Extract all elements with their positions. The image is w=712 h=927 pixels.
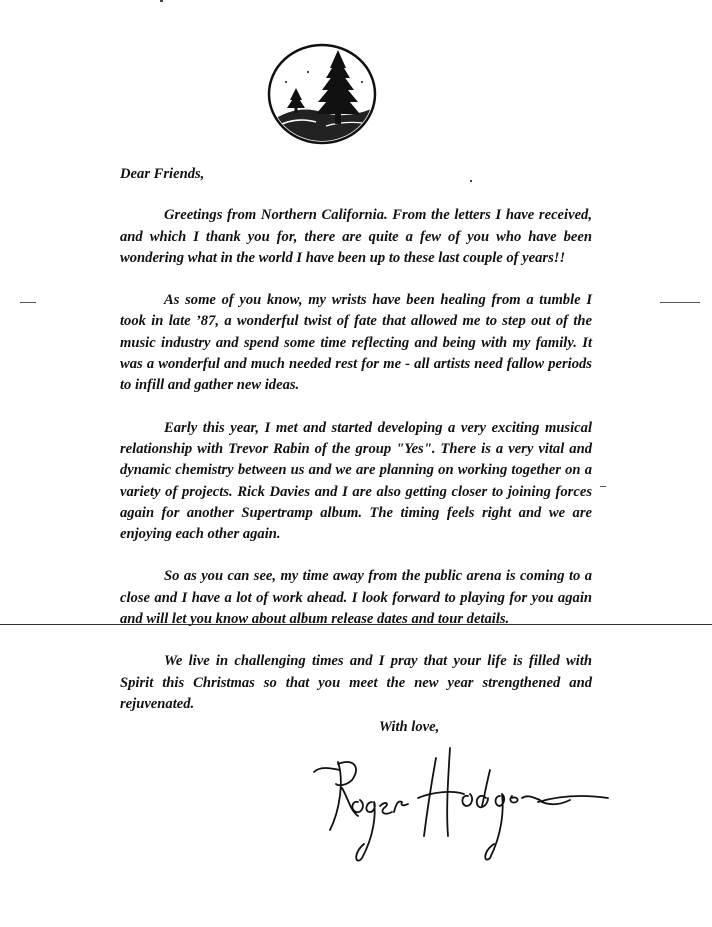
salutation: Dear Friends, [120,166,205,182]
pine-tree-emblem-icon [266,42,378,146]
paragraph-christmas-wish: We live in challenging times and I pray that your life is filled with Spirit this Christmas so that you meet the new year strengthened and rejuvenated. [120,653,592,712]
scan-dash-artifact [660,302,700,303]
scan-speck [470,180,472,182]
scan-dash-artifact [20,302,36,303]
scan-line-artifact [0,624,712,625]
paragraph-greetings: Greetings from Northern California. From the letters I have received, and which I thank you for, there are quite a few of you who have been wondering what in the world I have been up to these last couple of years!! [120,207,592,266]
paragraph-work-ahead: So as you can see, my time away from the public arena is coming to a close and I have a lot of work ahead. I look forward to playing for you again and will let you know about album release dates and tour details. [120,568,592,628]
paragraph-wrists: As some of you know, my wrists have been healing from a tumble I took in late ’87, a wonderful twist of fate that allowed me to step out of the music industry and spend some time reflecting and being with my family. It was a wonderful and much needed rest for me - all artists need fallow periods to infill and gather new ideas. [120,292,592,394]
scan-speck [160,0,163,2]
closing: With love, [379,719,440,735]
scan-dash-artifact [600,486,606,487]
signature [312,740,612,870]
paragraph-trevor-rabin: Early this year, I met and started developing a very exciting musical relationship with Trevor Rabin of the group "Yes". There is a very vital and dynamic chemistry between us and we are planning on working together on a variety of projects. Rick Davies and I are also getting closer to joining forces again for another Supertramp album. The timing feels right and we are enjoying each other again. [120,419,592,543]
letter-body [120,164,592,736]
